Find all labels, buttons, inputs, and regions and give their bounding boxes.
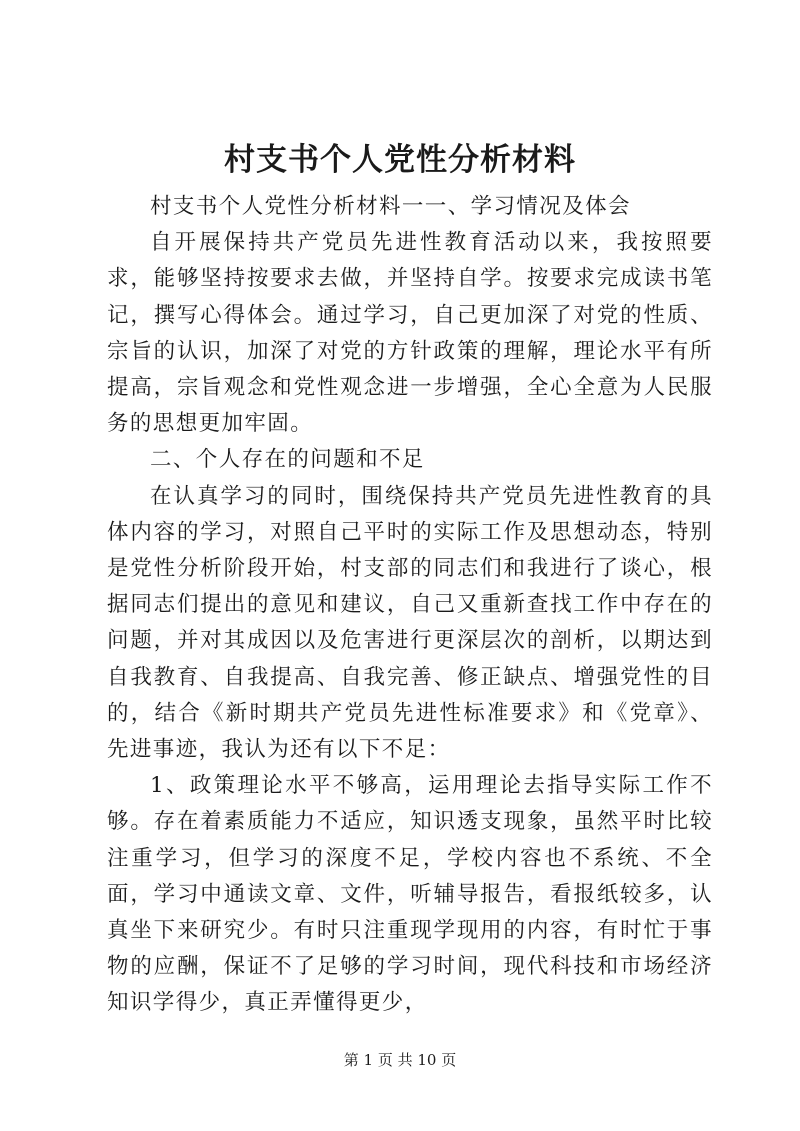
paragraph-problems-heading: 二、个人存在的问题和不足 — [150, 447, 425, 473]
document-title: 村支书个人党性分析材料 — [224, 142, 576, 178]
page-number-footer: 第 1 页 共 10 页 — [343, 1051, 457, 1069]
document-body — [107, 189, 713, 1022]
paragraph-study-experience: 自开展保持共产党员先进性教育活动以来，我按照要求，能够坚持按要求去做，并坚持自学。按要求完成读书笔记，撰写心得体会。通过学习，自己更加深了对党的性质、宗旨的认识，加深了对党的方针政策的理解，理论水平有所提高，宗旨观念和党性观念进一步增强，全心全意为人民服务的思想更加牢固。 — [107, 230, 713, 437]
paragraph-point-one: 1、政策理论水平不够高，运用理论去指导实际工作不够。存在着素质能力不适应，知识透支现象，虽然平时比较注重学习，但学习的深度不足，学校内容也不系统、不全面，学习中通读文章、文件，听辅导报告，看报纸较多，认真坐下来研究少。有时只注重现学现用的内容，有时忙于事物的应酬，保证不了足够的学习时间，现代科技和市场经济知识学得少，真正弄懂得更少， — [107, 773, 713, 1016]
paragraph-intro-heading: 村支书个人党性分析材料一一、学习情况及体会 — [150, 194, 631, 219]
paragraph-self-analysis: 在认真学习的同时，围绕保持共产党员先进性教育的具体内容的学习，对照自己平时的实际工作及思想动态，特别是党性分析阶段开始，村支部的同志们和我进行了谈心，根据同志们提出的意见和建议，自己又重新查找工作中存在的问题，并对其成因以及危害进行更深层次的剖析，以期达到自我教育、自我提高、自我完善、修正缺点、增强党性的目的，结合《新时期共产党员先进性标准要求》和《党章》、先进事迹，我认为还有以下不足： — [107, 483, 713, 763]
